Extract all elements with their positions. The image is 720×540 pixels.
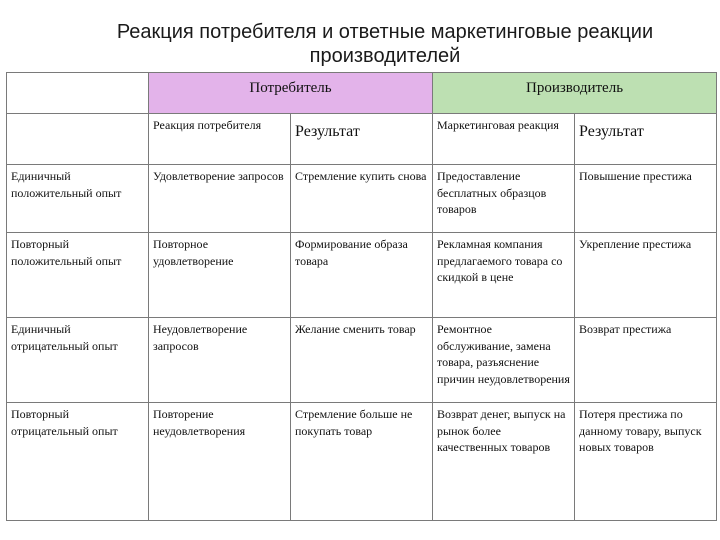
experience-cell: Повторный положительный опыт: [7, 233, 149, 318]
table-row: [7, 403, 717, 521]
subheader-marketing-reaction: Маркетинговая реакция: [433, 114, 575, 165]
consumer-result-cell: Формирование образа товара: [291, 233, 433, 318]
producer-result-cell: Возврат престижа: [575, 318, 717, 403]
experience-cell: Единичный отрицательный опыт: [7, 318, 149, 403]
subheader-producer-result: Результат: [575, 114, 717, 165]
marketing-reaction-cell: Рекламная компания предлагаемого товара со скидкой в цене: [433, 233, 575, 318]
header-row: [7, 73, 717, 114]
marketing-reaction-cell: Возврат денег, выпуск на рынок более качественных товаров: [433, 403, 575, 521]
experience-cell: Единичный положительный опыт: [7, 165, 149, 233]
page-title: Реакция потребителя и ответные маркетинговые реакции производителей: [116, 21, 654, 67]
consumer-reaction-cell: Неудовлетворение запросов: [149, 318, 291, 403]
producer-result-cell: Укрепление престижа: [575, 233, 717, 318]
subheader-consumer-reaction: Реакция потребителя: [149, 114, 291, 165]
reaction-table: [6, 72, 717, 521]
header-empty-cell: [7, 73, 149, 114]
subheader-consumer-result: Результат: [291, 114, 433, 165]
consumer-result-cell: Стремление купить снова: [291, 165, 433, 233]
subheader-row: [7, 114, 717, 165]
consumer-reaction-cell: Удовлетворение запросов: [149, 165, 291, 233]
producer-result-cell: Потеря престижа по данному товару, выпуск новых товаров: [575, 403, 717, 521]
subheader-empty-cell: [7, 114, 149, 165]
table-row: [7, 233, 717, 318]
marketing-reaction-cell: Предоставление бесплатных образцов товаров: [433, 165, 575, 233]
consumer-reaction-cell: Повторение неудовлетворения: [149, 403, 291, 521]
header-producer: Производитель: [433, 73, 717, 114]
header-consumer: Потребитель: [149, 73, 433, 114]
consumer-result-cell: Стремление больше не покупать товар: [291, 403, 433, 521]
marketing-reaction-cell: Ремонтное обслуживание, замена товара, разъяснение причин неудовлетворения: [433, 318, 575, 403]
producer-result-cell: Повышение престижа: [575, 165, 717, 233]
table-row: [7, 318, 717, 403]
consumer-result-cell: Желание сменить товар: [291, 318, 433, 403]
table-row: [7, 165, 717, 233]
experience-cell: Повторный отрицательный опыт: [7, 403, 149, 521]
consumer-reaction-cell: Повторное удовлетворение: [149, 233, 291, 318]
